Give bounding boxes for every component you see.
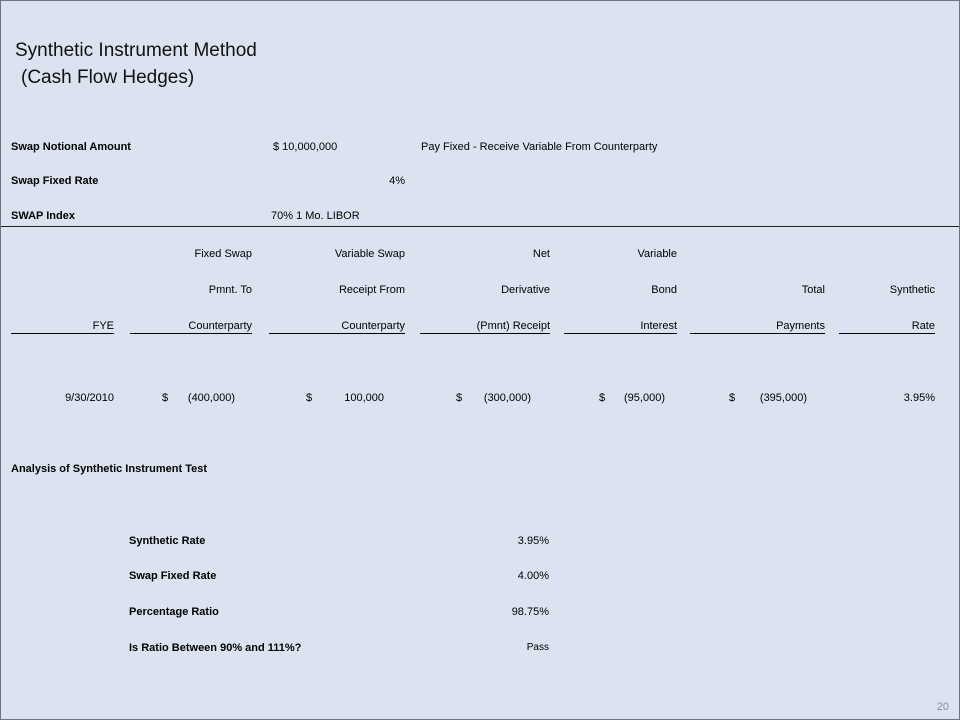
fixed-rate-label: Swap Fixed Rate xyxy=(11,175,99,187)
header-bond-2: Bond xyxy=(651,284,677,296)
cell-fixed-amount: (400,000) xyxy=(187,392,235,404)
cell-synthetic-rate: 3.95% xyxy=(903,392,935,404)
fixed-rate-value: 4% xyxy=(389,175,405,187)
header-net-1: Net xyxy=(532,248,550,260)
header-total-1: Total xyxy=(801,284,825,296)
analysis-label-swap-fixed-rate: Swap Fixed Rate xyxy=(129,570,217,582)
underline-variable xyxy=(269,333,405,334)
analysis-heading: Analysis of Synthetic Instrument Test xyxy=(11,463,208,475)
header-net-2: Derivative xyxy=(501,284,550,296)
underline-fye xyxy=(11,333,114,334)
cell-total-amount: (395,000) xyxy=(759,392,807,404)
cell-fye: 9/30/2010 xyxy=(65,392,114,404)
analysis-label-ratio-test: Is Ratio Between 90% and 111%? xyxy=(129,642,302,654)
header-total-2: Payments xyxy=(776,320,825,332)
notional-note: Pay Fixed - Receive Variable From Counterparty xyxy=(421,141,658,153)
header-fixed-3: Counterparty xyxy=(188,320,252,332)
header-fye: FYE xyxy=(92,320,114,332)
notional-label: Swap Notional Amount xyxy=(11,141,131,153)
header-variable-3: Counterparty xyxy=(341,320,405,332)
cell-variable-dollar: $ xyxy=(306,392,313,404)
header-fixed-2: Pmnt. To xyxy=(208,284,252,296)
header-net-3: (Pmnt) Receipt xyxy=(476,320,550,332)
cell-net-amount: (300,000) xyxy=(483,392,531,404)
cell-net-dollar: $ xyxy=(456,392,463,404)
header-variable-1: Variable Swap xyxy=(334,248,405,260)
underline-fixed xyxy=(130,333,252,334)
underline-synthetic xyxy=(839,333,935,334)
header-bond-3: Interest xyxy=(640,320,677,332)
header-fixed-1: Fixed Swap xyxy=(194,248,252,260)
analysis-label-percentage-ratio: Percentage Ratio xyxy=(129,606,219,618)
analysis-value-synthetic-rate: 3.95% xyxy=(517,535,549,547)
index-value: 70% 1 Mo. LIBOR xyxy=(271,210,360,222)
notional-value: $ 10,000,000 xyxy=(273,141,338,153)
analysis-value-swap-fixed-rate: 4.00% xyxy=(517,570,549,582)
slide-title xyxy=(15,37,257,91)
analysis-label-synthetic-rate: Synthetic Rate xyxy=(129,535,206,547)
header-synthetic-2: Rate xyxy=(911,320,935,332)
section-divider xyxy=(1,226,959,227)
underline-net xyxy=(420,333,550,334)
header-bond-1: Variable xyxy=(637,248,677,260)
cell-bond-dollar: $ xyxy=(599,392,606,404)
cell-bond-amount: (95,000) xyxy=(624,392,665,404)
cell-total-dollar: $ xyxy=(729,392,736,404)
cell-fixed-dollar: $ xyxy=(162,392,169,404)
page-number: 20 xyxy=(936,701,949,713)
analysis-value-ratio-test: Pass xyxy=(526,642,549,653)
title-line-1: Synthetic Instrument Method xyxy=(15,40,257,61)
header-variable-2: Receipt From xyxy=(338,284,405,296)
underline-total xyxy=(690,333,825,334)
analysis-value-percentage-ratio: 98.75% xyxy=(511,606,549,618)
cell-variable-amount: 100,000 xyxy=(344,392,384,404)
underline-bond xyxy=(564,333,677,334)
header-synthetic-1: Synthetic xyxy=(889,284,935,296)
title-line-2: (Cash Flow Hedges) xyxy=(21,67,195,88)
index-label: SWAP Index xyxy=(11,210,75,222)
